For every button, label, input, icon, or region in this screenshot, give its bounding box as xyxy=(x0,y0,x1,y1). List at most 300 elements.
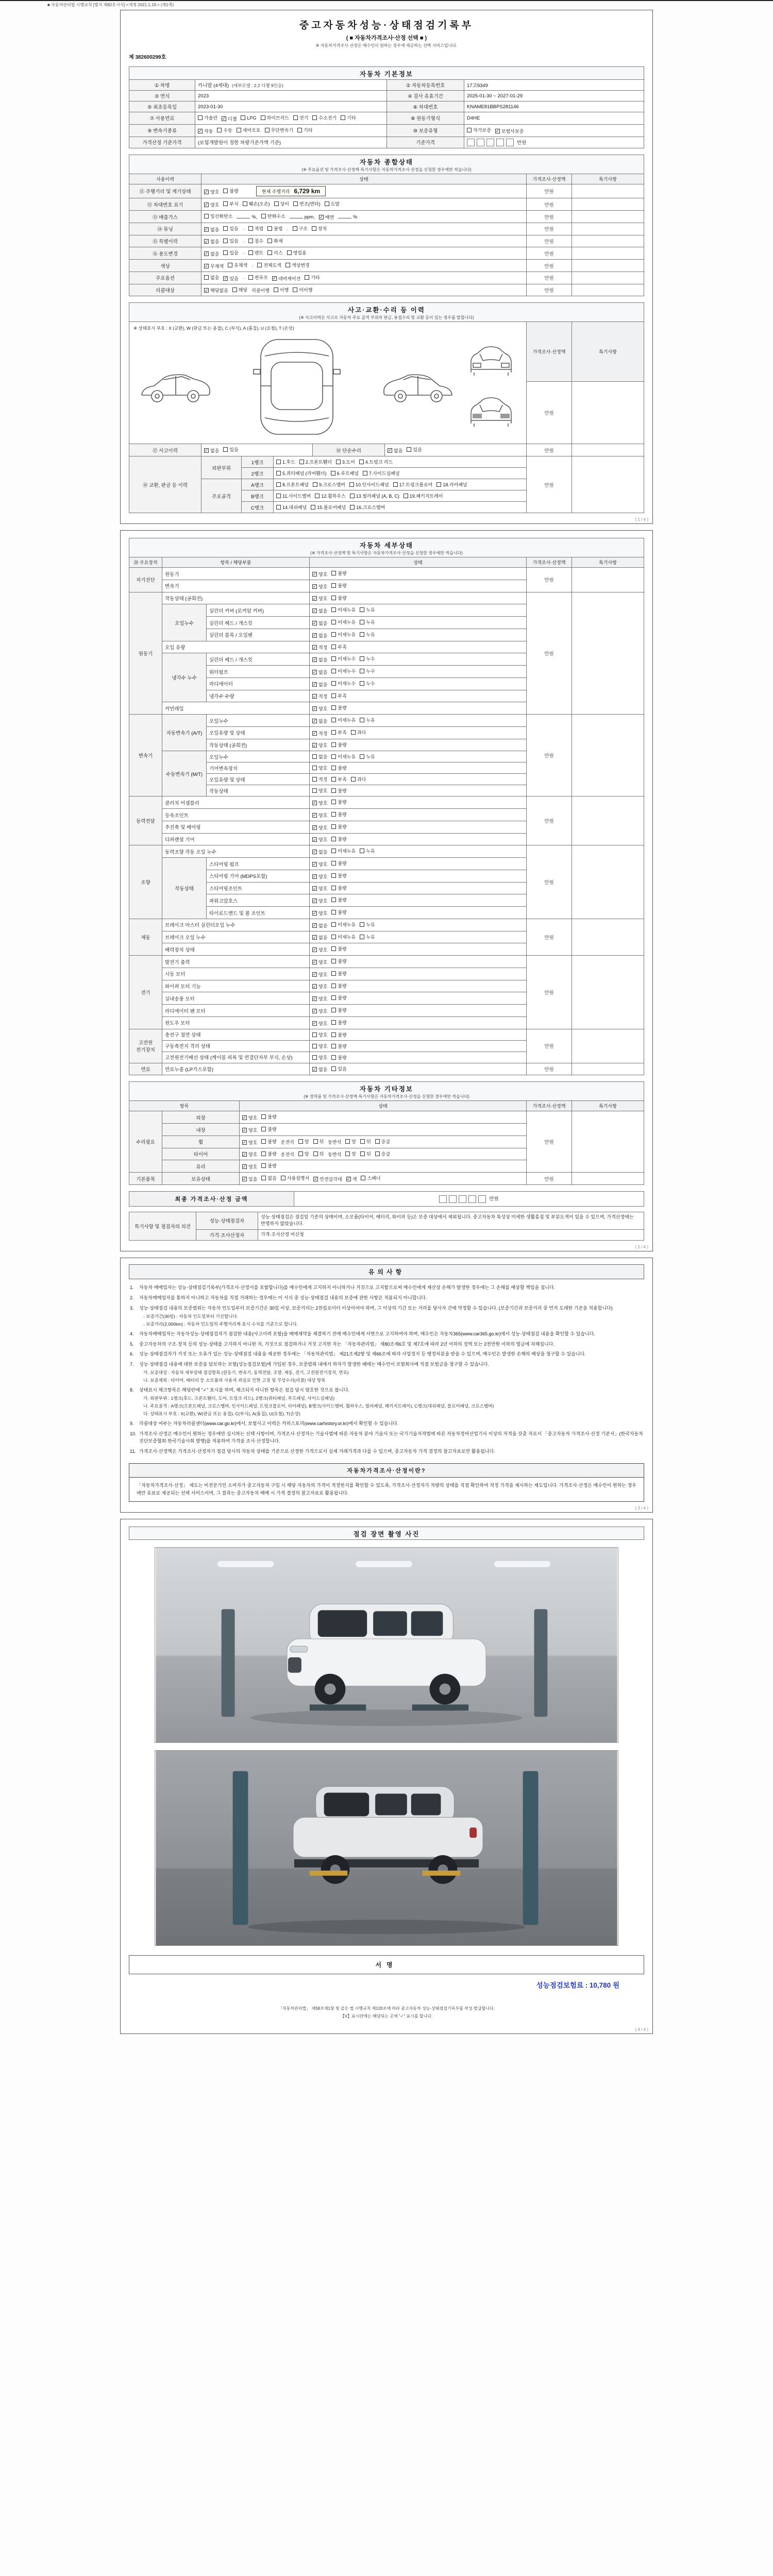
checkbox-양호[interactable] xyxy=(312,1043,327,1049)
checkbox-box xyxy=(436,482,441,487)
checkbox-기타[interactable] xyxy=(297,127,312,133)
checkbox-유채색[interactable] xyxy=(228,262,247,268)
price-cell: 만원 xyxy=(527,715,572,796)
checkbox-없음[interactable] xyxy=(312,934,327,941)
checkbox-뒤[interactable] xyxy=(313,1150,324,1157)
checkbox-없음[interactable] xyxy=(312,620,327,626)
checkbox-7.사이드실패널[interactable] xyxy=(363,470,400,477)
checkbox-불량[interactable] xyxy=(331,1054,346,1061)
checkbox-미이행[interactable] xyxy=(293,286,312,293)
item-label: 냉각수 수량 xyxy=(207,690,310,702)
checkbox-label: 없음 xyxy=(318,657,328,663)
checkbox-누수[interactable] xyxy=(360,680,375,687)
checkbox-양호[interactable] xyxy=(312,836,327,843)
checkbox-매연[interactable] xyxy=(319,214,334,221)
checkbox-19.패키지트레이[interactable] xyxy=(404,493,443,499)
field-value xyxy=(464,124,644,137)
checkbox-없음[interactable] xyxy=(312,849,327,855)
checkbox-box xyxy=(248,239,253,243)
mileage-label: 현재 주행거리 xyxy=(261,189,290,195)
checkbox-무단변속기[interactable] xyxy=(265,127,293,133)
checkbox-label: 있음 xyxy=(229,250,239,256)
checkbox-부족[interactable] xyxy=(331,692,346,699)
checkbox-불량[interactable] xyxy=(331,909,346,916)
checkbox-불량[interactable] xyxy=(331,958,346,964)
checkbox-box: ✓ xyxy=(204,287,209,293)
checkbox-없음[interactable] xyxy=(204,274,219,281)
checkbox-앞[interactable] xyxy=(345,1138,356,1145)
checkbox-불량[interactable] xyxy=(331,799,346,805)
checkbox-없음[interactable] xyxy=(312,632,327,639)
checkbox-미세누유[interactable] xyxy=(331,619,356,625)
checkbox-적법[interactable] xyxy=(248,225,263,232)
checkbox-4.트렁크 리드[interactable] xyxy=(359,459,393,465)
checkbox-box: ✓ xyxy=(312,996,317,1002)
checkbox-미세누수[interactable] xyxy=(331,668,356,674)
checkbox-box xyxy=(349,482,354,487)
frame-group-label: 주요골격 xyxy=(201,479,242,513)
checkbox-box xyxy=(267,239,272,243)
footer-line-2: 【V】표시란에는 해당되는 곳에 "✓" 표시를 합니다. xyxy=(340,2013,433,2019)
checkbox-앞[interactable] xyxy=(345,1150,356,1157)
checkbox-과다[interactable] xyxy=(351,729,366,736)
checkbox-사용설명서[interactable] xyxy=(281,1175,309,1181)
checkbox-기타[interactable] xyxy=(305,274,320,281)
checkbox-box: ✓ xyxy=(312,824,317,830)
checkbox-네비게이션[interactable] xyxy=(272,275,300,282)
checkbox-box xyxy=(351,730,356,735)
checkbox-양호[interactable] xyxy=(242,1139,257,1146)
checkbox-5.쿼터패널 (리어휀더)[interactable] xyxy=(276,470,327,477)
checkbox-box xyxy=(248,226,253,231)
checkbox-있음[interactable] xyxy=(223,249,238,256)
checkbox-label: 불량 xyxy=(267,1163,277,1169)
checkbox-양호[interactable] xyxy=(312,705,327,712)
checkbox-label: 불량 xyxy=(338,705,347,711)
checkbox-없음[interactable] xyxy=(204,238,219,245)
checkbox-box xyxy=(315,494,320,498)
notice-item xyxy=(130,1305,643,1312)
checkbox-있음[interactable] xyxy=(407,446,422,453)
checkbox-상이[interactable] xyxy=(274,200,289,207)
checkbox-17.트렁크플로어[interactable] xyxy=(393,481,433,488)
checkbox-양호[interactable] xyxy=(312,742,327,749)
checkbox-양호[interactable] xyxy=(312,971,327,978)
notice-subitem: - 보증거리(2,000km) : 자동차 인도일의 주행거리계 표시 수치를 기준으로 합니다. xyxy=(143,1321,298,1327)
checkbox-불량[interactable] xyxy=(261,1126,276,1132)
checkbox-양호[interactable] xyxy=(312,824,327,831)
item-label: 내장 xyxy=(162,1124,240,1136)
checkbox-있음[interactable] xyxy=(223,238,238,244)
checkbox-없음[interactable] xyxy=(261,1175,276,1181)
checkbox-없음[interactable] xyxy=(312,669,327,675)
checkbox-box xyxy=(331,1008,336,1012)
status-cell xyxy=(310,809,527,821)
checkbox-누유[interactable] xyxy=(360,631,375,638)
checkbox-불량[interactable] xyxy=(331,787,346,794)
checkbox-양호[interactable] xyxy=(312,861,327,868)
checkbox-양호[interactable] xyxy=(242,1151,257,1158)
checkbox-box xyxy=(204,275,209,280)
checkbox-없음[interactable] xyxy=(312,681,327,688)
checkbox-box: ✓ xyxy=(312,849,317,855)
checkbox-9.크로스멤버[interactable] xyxy=(313,481,345,488)
checkbox-부식[interactable] xyxy=(223,200,238,207)
checkbox-장치[interactable] xyxy=(312,225,327,232)
checkbox-불량[interactable] xyxy=(223,188,238,194)
checkbox-label: 수소전기 xyxy=(318,115,337,121)
exchange-panel-table xyxy=(129,456,644,513)
checkbox-box xyxy=(331,596,336,600)
checkbox-양호[interactable] xyxy=(312,595,327,602)
remark-cell xyxy=(572,845,644,919)
checkbox-색상변경[interactable] xyxy=(285,262,310,268)
overall-row xyxy=(129,260,644,272)
car-diagram-front-rear-stack xyxy=(463,340,519,434)
checkbox-label: 뒤 xyxy=(366,1139,371,1144)
overall-row xyxy=(129,223,644,235)
checkbox-label: 12.휠하우스 xyxy=(321,494,346,499)
checkbox-18.리어패널[interactable] xyxy=(436,481,467,488)
checkbox-불량[interactable] xyxy=(331,741,346,748)
checkbox-8.프론트패널[interactable] xyxy=(276,481,309,488)
checkbox-미세누유[interactable] xyxy=(331,631,356,638)
checkbox-있음[interactable] xyxy=(223,275,238,282)
device-group-label: 전기 xyxy=(129,956,162,1029)
checkbox-label: 있음 xyxy=(229,276,239,281)
item-label: 오일유량 및 상태 xyxy=(207,726,310,739)
checkbox-전기[interactable] xyxy=(293,114,308,121)
checkbox-있음[interactable] xyxy=(223,446,238,453)
checkbox-양호[interactable] xyxy=(312,910,327,917)
checkbox-자가보증[interactable] xyxy=(467,127,491,133)
checkbox-변조(변타)[interactable] xyxy=(293,200,321,207)
checkbox-없음[interactable] xyxy=(312,753,327,760)
checkbox-해당없음[interactable] xyxy=(204,287,228,294)
checkbox-불량[interactable] xyxy=(331,765,346,771)
checkbox-불량[interactable] xyxy=(331,704,346,711)
checkbox-양호[interactable] xyxy=(204,201,219,208)
checkbox-label: 1.후드 xyxy=(282,460,295,465)
checkbox-침수[interactable] xyxy=(248,238,263,244)
checkbox-없음[interactable] xyxy=(312,656,327,663)
checkbox-구조[interactable] xyxy=(293,225,308,232)
checkbox-양호[interactable] xyxy=(312,1008,327,1014)
checkbox-영업용[interactable] xyxy=(287,249,307,256)
checkbox-과다[interactable] xyxy=(351,776,366,783)
checkbox-양호[interactable] xyxy=(312,946,327,953)
checkbox-불량[interactable] xyxy=(331,595,346,601)
checkbox-없음[interactable] xyxy=(312,718,327,724)
checkbox-있음[interactable] xyxy=(331,1065,346,1072)
checkbox-누수[interactable] xyxy=(360,655,375,662)
checkbox-불량[interactable] xyxy=(261,1150,276,1157)
section-misc-note: (※ 장착품 및 가격조사·산정액·특기사항은 자동차가격조사·산정을 신청한 경우에만 적습니다) xyxy=(304,1094,469,1099)
checkbox-양호[interactable] xyxy=(312,571,327,578)
notice-number: 9. xyxy=(130,1420,134,1426)
checkbox-불법[interactable] xyxy=(267,225,282,232)
checkbox-전체도색[interactable] xyxy=(257,262,281,268)
checkbox-불량[interactable] xyxy=(331,945,346,952)
detail-row xyxy=(129,845,644,858)
checkbox-양호[interactable] xyxy=(312,959,327,965)
basic-row xyxy=(129,80,644,91)
checkbox-label: 이행 xyxy=(279,287,289,293)
checkbox-box: ✓ xyxy=(312,645,317,650)
checkbox-뒤[interactable] xyxy=(313,1138,324,1145)
checkbox-불량[interactable] xyxy=(331,970,346,977)
price-cell: 만원 xyxy=(527,1173,572,1185)
checkbox-누유[interactable] xyxy=(360,848,375,854)
checkbox-box xyxy=(298,1139,303,1144)
checkbox-불량[interactable] xyxy=(331,570,346,577)
checkbox-자동[interactable] xyxy=(198,128,213,134)
checkbox-불량[interactable] xyxy=(261,1138,276,1145)
checkbox-수동[interactable] xyxy=(217,127,232,133)
checkbox-14.대쉬패널[interactable] xyxy=(276,504,307,511)
checkbox-적정[interactable] xyxy=(312,776,327,783)
checkbox-누유[interactable] xyxy=(360,753,375,760)
checkbox-불량[interactable] xyxy=(261,1162,276,1169)
checkbox-보험사보증[interactable] xyxy=(495,128,524,134)
checkbox-불량[interactable] xyxy=(331,1043,346,1049)
checkbox-적정[interactable] xyxy=(312,693,327,700)
price-cell: 만원 xyxy=(527,1111,572,1173)
checkbox-응급[interactable] xyxy=(375,1150,390,1157)
checkbox-누유[interactable] xyxy=(360,934,375,940)
checkbox-미세누수[interactable] xyxy=(331,655,356,662)
checkbox-리스[interactable] xyxy=(267,249,282,256)
item-label: 실린더 헤드 / 개스킷 xyxy=(207,617,310,629)
checkbox-불량[interactable] xyxy=(331,860,346,867)
checkbox-box xyxy=(293,226,297,231)
checkbox-불량[interactable] xyxy=(331,1031,346,1038)
checkbox-box: ✓ xyxy=(319,214,323,220)
checkbox-15.플로어패널[interactable] xyxy=(311,504,346,511)
checkbox-불량[interactable] xyxy=(331,582,346,589)
checkbox-양호[interactable] xyxy=(312,885,327,892)
checkbox-스패너[interactable] xyxy=(361,1175,380,1181)
checkbox-미세누유[interactable] xyxy=(331,848,356,854)
checkbox-양호[interactable] xyxy=(312,1031,327,1038)
checkbox-기타[interactable] xyxy=(341,114,356,121)
checkbox-없음[interactable] xyxy=(312,922,327,929)
checkbox-양호[interactable] xyxy=(312,897,327,904)
checkbox-label: 4.트렁크 리드 xyxy=(365,460,393,465)
checkbox-불량[interactable] xyxy=(331,811,346,818)
column-header: 항목 xyxy=(129,1101,240,1111)
checkbox-양호[interactable] xyxy=(204,189,219,195)
checkbox-label: 불량 xyxy=(267,1151,277,1157)
checkbox-안전삼각대[interactable] xyxy=(313,1176,342,1182)
checkbox-있음[interactable] xyxy=(242,1176,257,1182)
checkbox-썬루프[interactable] xyxy=(248,274,268,281)
checkbox-양호[interactable] xyxy=(312,1020,327,1027)
remark-cell xyxy=(572,184,644,198)
checkbox-label: 잭 xyxy=(352,1176,357,1182)
checkbox-없음[interactable] xyxy=(204,250,219,257)
checkbox-box xyxy=(261,115,265,120)
checkbox-양호[interactable] xyxy=(312,1054,327,1061)
checkbox-LPG[interactable] xyxy=(241,115,256,121)
checkbox-미세누유[interactable] xyxy=(331,934,356,940)
checkbox-box xyxy=(345,1151,350,1156)
checkbox-미세누유[interactable] xyxy=(331,753,356,760)
checkbox-2.프론트휀더[interactable] xyxy=(299,459,332,465)
checkbox-12.휠하우스[interactable] xyxy=(315,493,345,499)
remark-cell xyxy=(572,956,644,1029)
checkbox-수소전기[interactable] xyxy=(312,114,337,121)
remark-cell xyxy=(572,456,644,513)
checkbox-누유[interactable] xyxy=(360,921,375,928)
checkbox-label: 과다 xyxy=(357,777,366,783)
checkbox-label: 양호 xyxy=(210,202,220,208)
checkbox-부족[interactable] xyxy=(331,776,346,783)
basic-row xyxy=(129,124,644,137)
checkbox-불량[interactable] xyxy=(331,982,346,989)
checkbox-탄화수소[interactable] xyxy=(261,213,285,219)
checkbox-label: 불량 xyxy=(338,800,347,805)
usage-item-label: ⑭ 튜닝 xyxy=(129,223,201,235)
checkbox-양호[interactable] xyxy=(242,1127,257,1133)
checkbox-해당[interactable] xyxy=(232,286,247,293)
checkbox-box xyxy=(331,1066,336,1071)
checkbox-label: 과다 xyxy=(357,730,366,735)
form-reference: ■ 자동차관리법 시행규칙 [별지 제82호서식] <개정 2021.1.19.> (제1쪽) xyxy=(47,3,174,7)
checkbox-적정[interactable] xyxy=(312,644,327,651)
checkbox-디젤[interactable] xyxy=(222,115,237,122)
checkbox-없음[interactable] xyxy=(204,447,219,454)
checkbox-양호[interactable] xyxy=(242,1163,257,1170)
checkbox-앞[interactable] xyxy=(298,1138,309,1145)
checkbox-하이브리드[interactable] xyxy=(261,114,289,121)
checkbox-양호[interactable] xyxy=(242,1114,257,1121)
accident-history-table xyxy=(129,321,644,456)
checkbox-이행[interactable] xyxy=(274,286,289,293)
device-group-label: 동력전달 xyxy=(129,796,162,845)
checkbox-label: 불량 xyxy=(338,910,347,916)
checkbox-미세누유[interactable] xyxy=(331,606,356,613)
checkbox-누유[interactable] xyxy=(360,717,375,723)
checkbox-label: 불량 xyxy=(338,995,347,1001)
checkbox-양호[interactable] xyxy=(312,873,327,880)
checkbox-미세누수[interactable] xyxy=(331,680,356,687)
checkbox-양호[interactable] xyxy=(312,983,327,990)
checkbox-미세누유[interactable] xyxy=(331,717,356,723)
checkbox-누수[interactable] xyxy=(360,668,375,674)
checkbox-양호[interactable] xyxy=(312,800,327,806)
notice-item xyxy=(130,1361,643,1368)
checkbox-box xyxy=(350,494,355,498)
misc-row xyxy=(129,1111,644,1124)
checkbox-label: 불량 xyxy=(338,836,347,842)
checkbox-누유[interactable] xyxy=(360,619,375,625)
status-cell xyxy=(310,774,527,785)
checkbox-불량[interactable] xyxy=(331,823,346,830)
checkbox-양호[interactable] xyxy=(312,787,327,794)
checkbox-누유[interactable] xyxy=(360,606,375,613)
checkbox-3.도어[interactable] xyxy=(336,459,355,465)
checkbox-6.루프패널[interactable] xyxy=(331,470,359,477)
checkbox-box: ✓ xyxy=(242,1164,247,1170)
accident-history-label: ⑰ 사고이력 xyxy=(129,444,201,456)
checkbox-양호[interactable] xyxy=(312,583,327,590)
remark-cell xyxy=(572,715,644,796)
checkbox-렌트[interactable] xyxy=(248,249,263,256)
checkbox-양호[interactable] xyxy=(312,765,327,771)
inspector-remark-text: 성능·상태점검은 점검일 기준의 상태이며, 소모품(타이어, 배터리, 와이퍼 등)은 보증 대상에서 제외됩니다. 중고자동차 특성상 미세한 생활흠집 및 부분도색이 있을 수 있으며, 가격산정에는 반영하지 않았습니다. xyxy=(258,1212,644,1229)
checkbox-불량[interactable] xyxy=(331,1007,346,1013)
checkbox-양호[interactable] xyxy=(312,995,327,1002)
checkbox-box xyxy=(331,620,336,624)
checkbox-없음[interactable] xyxy=(312,607,327,614)
checkbox-box xyxy=(223,201,228,206)
checkbox-box xyxy=(312,777,317,782)
checkbox-없음[interactable] xyxy=(204,226,219,233)
detail-head-row xyxy=(129,557,644,568)
remark-cell xyxy=(572,1029,644,1063)
checkbox-불량[interactable] xyxy=(331,836,346,842)
checkbox-label: 무단변속기 xyxy=(271,127,294,133)
notice-number: 7. xyxy=(130,1362,134,1367)
checkbox-부족[interactable] xyxy=(331,643,346,650)
checkbox-부족[interactable] xyxy=(331,729,346,736)
checkbox-label: 8.프론트패널 xyxy=(282,482,309,488)
checkbox-무채색[interactable] xyxy=(204,263,224,269)
checkbox-훼손(오손)[interactable] xyxy=(243,200,270,207)
checkbox-뒤[interactable] xyxy=(360,1138,371,1145)
checkbox-불량[interactable] xyxy=(331,885,346,891)
checkbox-불량[interactable] xyxy=(331,1019,346,1026)
checkbox-일산화탄소[interactable] xyxy=(204,213,232,219)
checkbox-label: 있음 xyxy=(338,1066,347,1072)
remarks-section-label: 특기사항 및 점검자의 의견 xyxy=(129,1212,196,1240)
checkbox-label: 부족 xyxy=(338,693,347,699)
checkbox-11.사이드멤버[interactable] xyxy=(276,493,311,499)
checkbox-화재[interactable] xyxy=(267,238,282,244)
remark-cell xyxy=(572,223,644,235)
checkbox-불량[interactable] xyxy=(331,872,346,879)
checkbox-세미오토[interactable] xyxy=(237,127,261,133)
checkbox-도말[interactable] xyxy=(325,200,340,207)
checkbox-불량[interactable] xyxy=(261,1113,276,1120)
checkbox-잭[interactable] xyxy=(346,1176,357,1182)
checkbox-양호[interactable] xyxy=(312,812,327,819)
field-value xyxy=(195,112,387,125)
checkbox-16.크로스멤버[interactable] xyxy=(350,504,385,511)
checkbox-10.인사이드패널[interactable] xyxy=(349,481,389,488)
checkbox-미세누유[interactable] xyxy=(331,921,356,928)
checkbox-불량[interactable] xyxy=(331,994,346,1001)
remark-cell xyxy=(572,284,644,296)
document-footer xyxy=(129,2005,644,2020)
checkbox-응급[interactable] xyxy=(375,1138,390,1145)
checkbox-뒤[interactable] xyxy=(360,1150,371,1157)
checkbox-없음[interactable] xyxy=(312,1066,327,1073)
checkbox-앞[interactable] xyxy=(298,1150,309,1157)
checkbox-가솔린[interactable] xyxy=(198,114,217,121)
checkbox-있음[interactable] xyxy=(223,225,238,232)
checkbox-label: 매연 xyxy=(325,214,334,220)
checkbox-없음[interactable] xyxy=(388,447,402,454)
checkbox-13.필러패널 (A, B, C)[interactable] xyxy=(350,493,399,499)
status-cell xyxy=(310,580,527,592)
checkbox-불량[interactable] xyxy=(331,896,346,903)
checkbox-label: 양호 xyxy=(318,825,328,831)
checkbox-적정[interactable] xyxy=(312,730,327,737)
field-value: 2025-01-30 ~ 2027-01-29 xyxy=(464,91,644,101)
checkbox-1.후드[interactable] xyxy=(276,459,295,465)
